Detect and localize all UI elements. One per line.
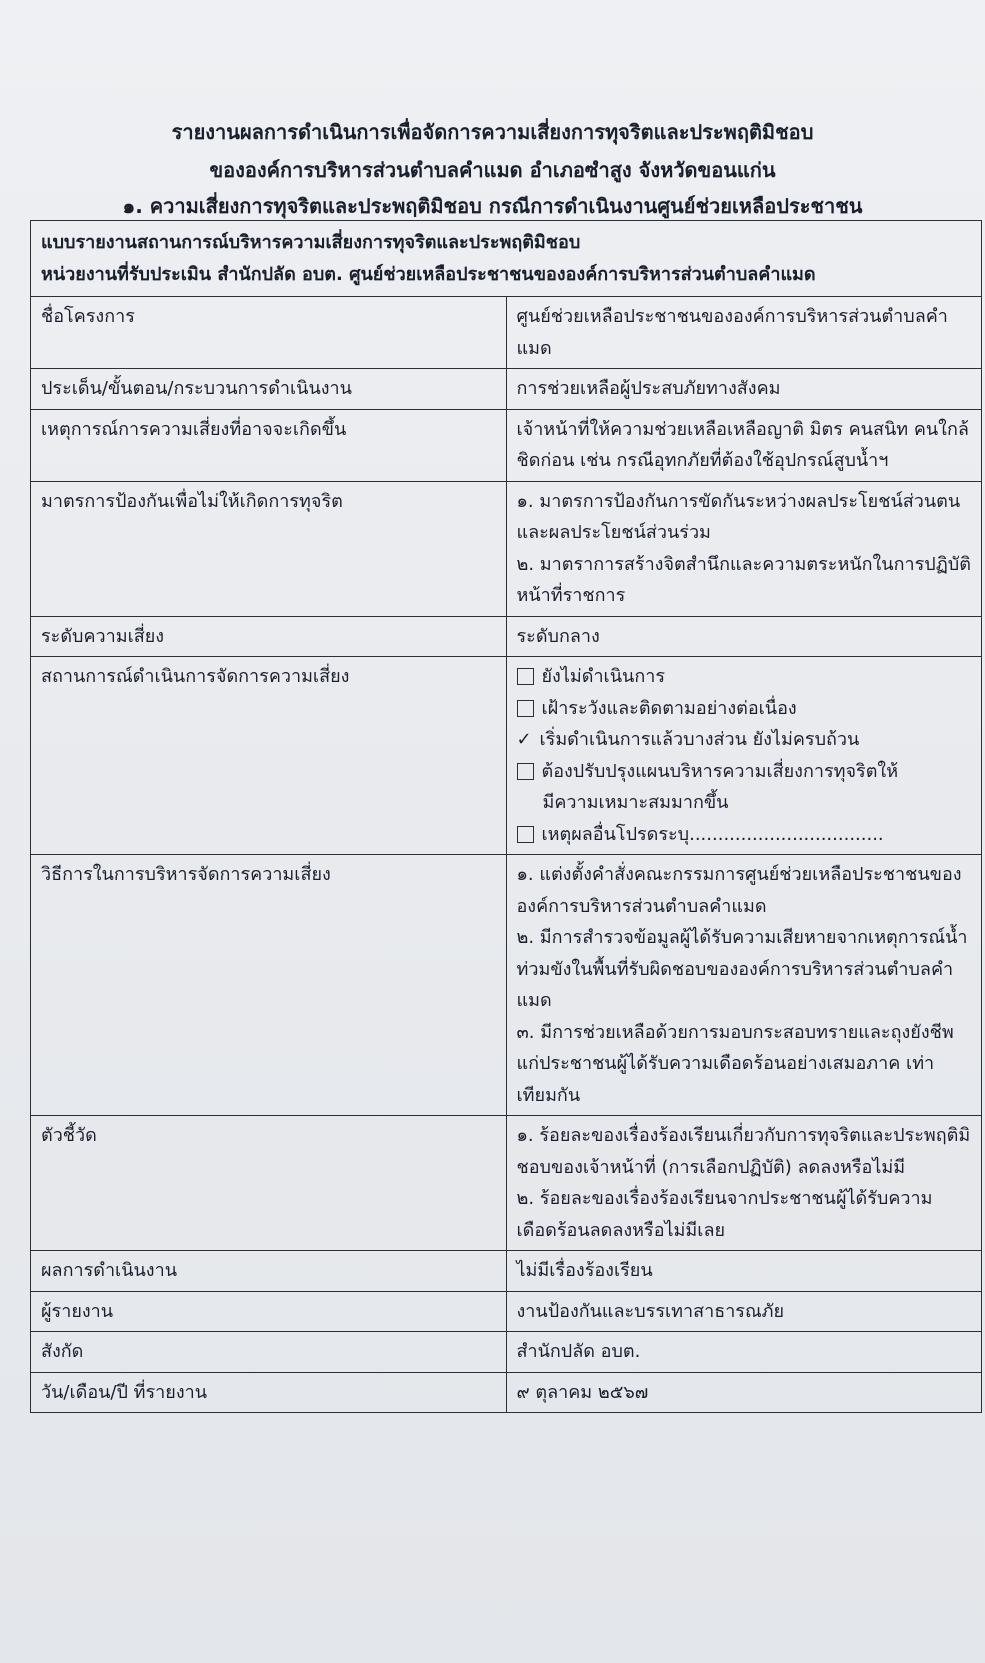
project-label: ชื่อโครงการ bbox=[31, 297, 507, 369]
status-option-other[interactable] bbox=[517, 819, 972, 851]
table-row bbox=[31, 409, 982, 481]
risk-level-value: ระดับกลาง bbox=[506, 616, 982, 657]
status-option-label: เริ่มดำเนินการแล้วบางส่วน ยังไม่ครบถ้วน bbox=[539, 729, 860, 750]
indicator-item: ๑. ร้อยละของเรื่องร้องเรียนเกี่ยวกับการทุจริตและประพฤติมิชอบของเจ้าหน้าที่ (การเลือกปฏิบัติ) ลดลงหรือไม่มี bbox=[516, 1125, 971, 1178]
report-title-line1: รายงานผลการดำเนินการเพื่อจัดการความเสี่ยงการทุจริตและประพฤติมิชอบ bbox=[171, 120, 814, 144]
form-title: แบบรายงานสถานการณ์บริหารความเสี่ยงการทุจริตและประพฤติมิชอบ bbox=[41, 232, 581, 253]
project-value: ศูนย์ช่วยเหลือประชาชนขององค์การบริหารส่วนตำบลคำแมด bbox=[506, 297, 982, 369]
result-value: ไม่มีเรื่องร้องเรียน bbox=[506, 1251, 982, 1292]
status-option-label-continued: มีความเหมาะสมมากขึ้น bbox=[542, 792, 729, 813]
table-row bbox=[31, 1251, 982, 1292]
event-label: เหตุการณ์การความเสี่ยงที่อาจจะเกิดขึ้น bbox=[31, 409, 507, 481]
checkbox-icon[interactable] bbox=[517, 700, 534, 717]
checkmark-icon[interactable]: ✓ bbox=[516, 729, 532, 750]
risk-report-table bbox=[30, 220, 982, 1413]
status-option-label: ยังไม่ดำเนินการ bbox=[541, 666, 665, 687]
table-row bbox=[31, 657, 982, 855]
status-option-label: ต้องปรับปรุงแผนบริหารความเสี่ยงการทุจริตให้ bbox=[541, 760, 899, 782]
result-label: ผลการดำเนินงาน bbox=[31, 1251, 507, 1292]
status-option-label: เหตุผลอื่นโปรดระบุ.................................. bbox=[541, 823, 884, 845]
status-option-label: เฝ้าระวังและติดตามอย่างต่อเนื่อง bbox=[541, 697, 797, 719]
method-value bbox=[506, 855, 982, 1116]
table-row bbox=[31, 297, 982, 369]
table-row bbox=[31, 855, 982, 1116]
checkbox-icon[interactable] bbox=[517, 668, 534, 685]
method-item: ๓. มีการช่วยเหลือด้วยการมอบกระสอบทรายและถุงยังชีพแก่ประชาชนผู้ได้รับความเดือดร้อนอย่างเสมอภาค เท่าเทียมกัน bbox=[516, 1021, 954, 1106]
status-options bbox=[506, 657, 982, 855]
issue-label: ประเด็น/ขั้นตอน/กระบวนการดำเนินงาน bbox=[31, 369, 507, 410]
method-label: วิธีการในการบริหารจัดการความเสี่ยง bbox=[31, 855, 507, 1116]
report-title-line2: ขององค์การบริหารส่วนตำบลคำแมด อำเภอซำสูง จังหวัดขอนแก่น bbox=[209, 158, 776, 182]
status-option-partially-started[interactable] bbox=[517, 724, 972, 756]
event-value: เจ้าหน้าที่ให้ความช่วยเหลือเหลือญาติ มิตร คนสนิท คนใกล้ชิดก่อน เช่น กรณีอุทกภัยที่ต้องใช้อุปกรณ์สูบน้ำฯ bbox=[506, 409, 982, 481]
indicator-label: ตัวชี้วัด bbox=[31, 1116, 507, 1251]
affiliation-label: สังกัด bbox=[31, 1332, 507, 1373]
indicator-item: ๒. ร้อยละของเรื่องร้องเรียนจากประชาชนผู้ได้รับความเดือดร้อนลดลงหรือไม่มีเลย bbox=[516, 1188, 933, 1241]
prevention-item: ๒. มาตราการสร้างจิตสำนึกและความตระหนักในการปฏิบัติหน้าที่ราชการ bbox=[516, 553, 971, 606]
table-row bbox=[31, 481, 982, 616]
report-title-line3: ๑. ความเสี่ยงการทุจริตและประพฤติมิชอบ กรณีการดำเนินงานศูนย์ช่วยเหลือประชาชน bbox=[122, 194, 863, 218]
status-option-monitoring[interactable] bbox=[517, 693, 972, 725]
date-value: ๙ ตุลาคม ๒๕๖๗ bbox=[506, 1372, 982, 1413]
issue-value: การช่วยเหลือผู้ประสบภัยทางสังคม bbox=[506, 369, 982, 410]
prevention-label: มาตรการป้องกันเพื่อไม่ให้เกิดการทุจริต bbox=[31, 481, 507, 616]
method-item: ๒. มีการสำรวจข้อมูลผู้ได้รับความเสียหายจากเหตุการณ์น้ำท่วมขังในพื้นที่รับผิดชอบขององค์การบริหารส่วนตำบลคำแมด bbox=[516, 927, 968, 1011]
checkbox-icon[interactable] bbox=[517, 826, 534, 843]
table-row bbox=[31, 1372, 982, 1413]
risk-level-label: ระดับความเสี่ยง bbox=[31, 616, 507, 657]
status-label: สถานการณ์ดำเนินการจัดการความเสี่ยง bbox=[31, 657, 507, 855]
status-option-not-started[interactable] bbox=[517, 661, 972, 693]
table-row bbox=[31, 369, 982, 410]
affiliation-value: สำนักปลัด อบต. bbox=[506, 1332, 982, 1373]
reporter-label: ผู้รายงาน bbox=[31, 1291, 507, 1332]
reporter-value: งานป้องกันและบรรเทาสาธารณภัย bbox=[506, 1291, 982, 1332]
method-item: ๑. แต่งตั้งคำสั่งคณะกรรมการศูนย์ช่วยเหลือประชาชนขององค์การบริหารส่วนตำบลคำแมด bbox=[516, 864, 962, 917]
form-unit: หน่วยงานที่รับประเมิน สำนักปลัด อบต. ศูนย์ช่วยเหลือประชาชนขององค์การบริหารส่วนตำบลคำแมด bbox=[41, 263, 816, 285]
indicator-value bbox=[506, 1116, 982, 1251]
status-option-needs-improvement[interactable] bbox=[517, 756, 972, 788]
table-row bbox=[31, 1291, 982, 1332]
date-label: วัน/เดือน/ปี ที่รายงาน bbox=[31, 1372, 507, 1413]
table-row bbox=[31, 1332, 982, 1373]
prevention-item: ๑. มาตรการป้องกันการขัดกันระหว่างผลประโยชน์ส่วนตนและผลประโยชน์ส่วนร่วม bbox=[516, 490, 961, 543]
form-header-cell bbox=[31, 221, 982, 297]
table-row bbox=[31, 616, 982, 657]
checkbox-icon[interactable] bbox=[517, 763, 534, 780]
form-header-row bbox=[31, 221, 982, 297]
prevention-value bbox=[506, 481, 982, 616]
table-row bbox=[31, 1116, 982, 1251]
